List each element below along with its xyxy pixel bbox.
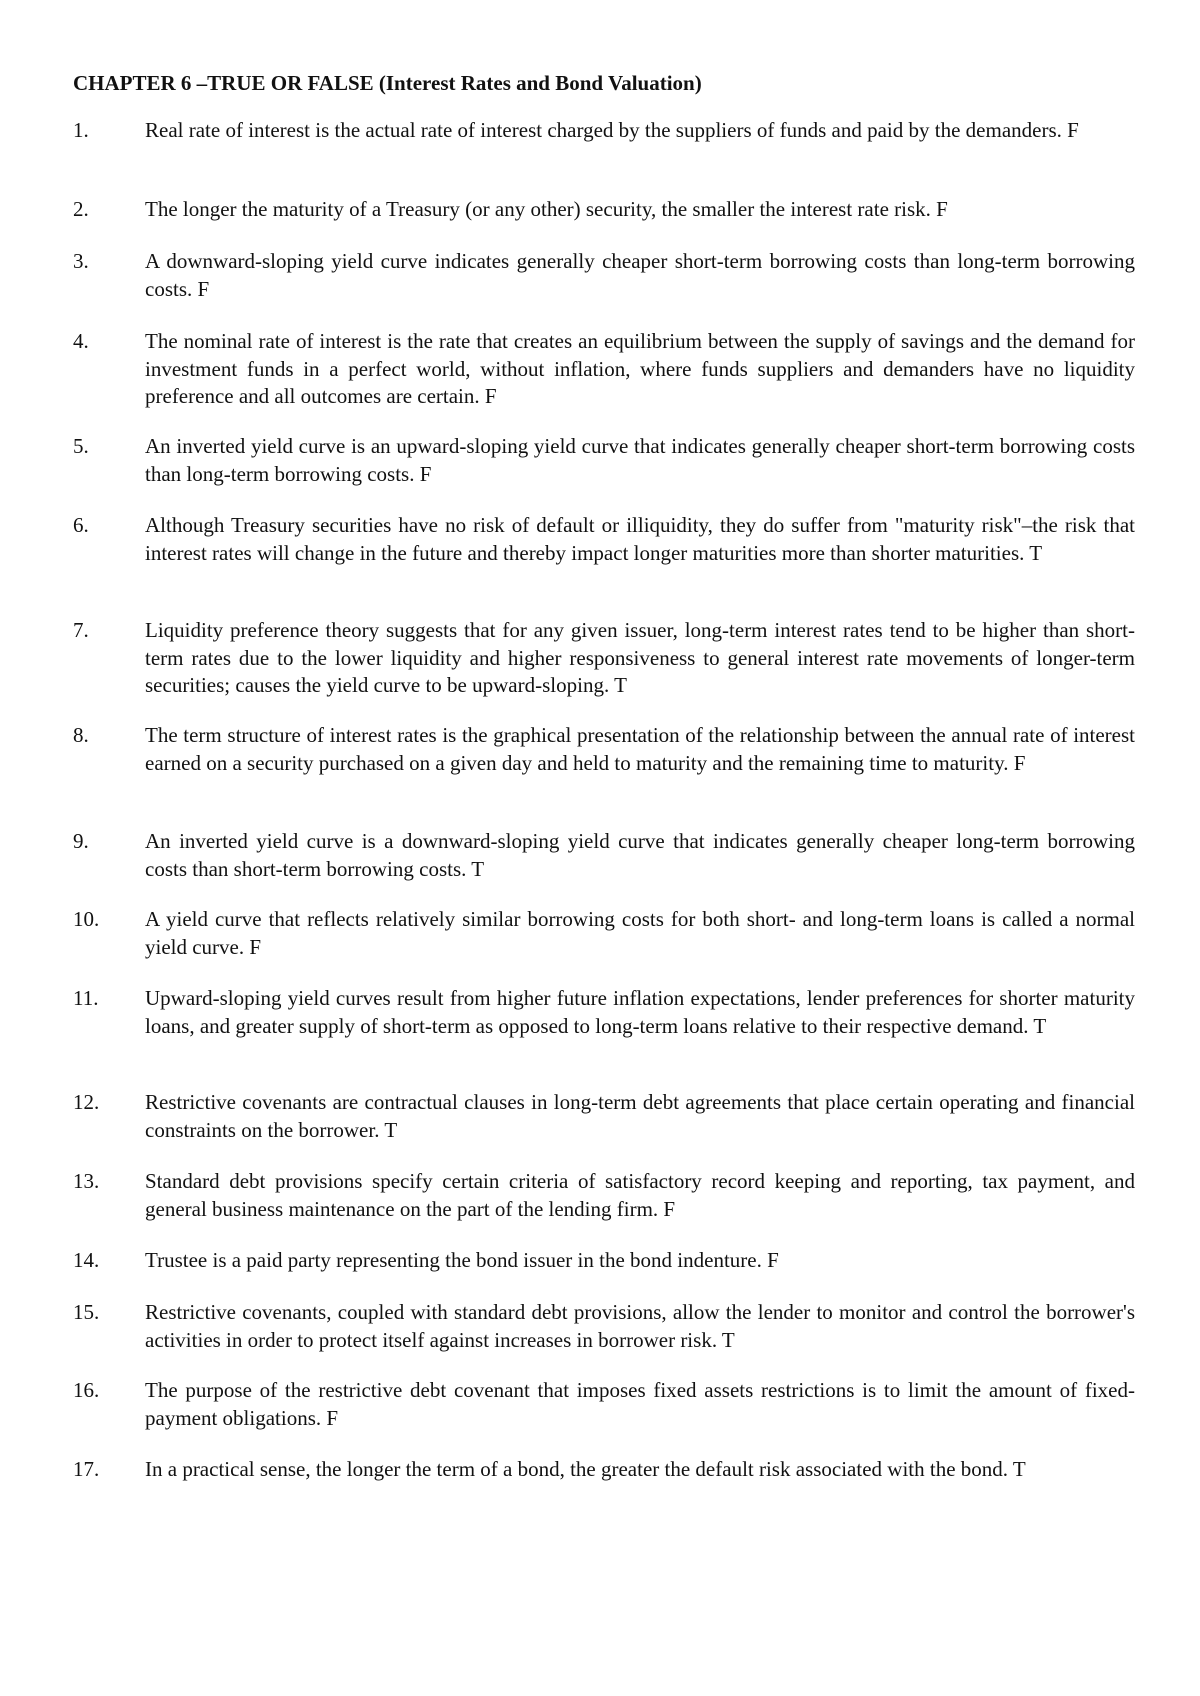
question-number: 2. xyxy=(73,197,89,221)
question-number: 6. xyxy=(73,513,89,537)
question-item xyxy=(73,1247,1135,1275)
question-number: 4. xyxy=(73,329,89,353)
question-item xyxy=(73,196,1135,224)
question-text: Standard debt provisions specify certain criteria of satisfactory record keeping and reporting, tax payment, and general business maintenance on the part of the lending firm. F xyxy=(145,1169,1135,1221)
question-number: 3. xyxy=(73,249,89,273)
question-item xyxy=(73,617,1135,700)
question-text: The nominal rate of interest is the rate that creates an equilibrium between the supply of savings and the demand for investment funds in a perfect world, without inflation, where funds suppliers and demanders have no liquidity preference and all outcomes are certain. F xyxy=(145,329,1135,408)
question-item xyxy=(73,248,1135,303)
question-number: 5. xyxy=(73,434,89,458)
question-text: An inverted yield curve is a downward-sloping yield curve that indicates generally cheaper long-term borrowing costs than short-term borrowing costs. T xyxy=(145,829,1135,881)
question-item xyxy=(73,433,1135,488)
question-text: Trustee is a paid party representing the bond issuer in the bond indenture. F xyxy=(145,1248,779,1272)
question-item xyxy=(73,985,1135,1040)
question-text: The term structure of interest rates is the graphical presentation of the relationship between the annual rate of interest earned on a security purchased on a given day and held to maturity and the remaining time to maturity. F xyxy=(145,723,1135,775)
page-title: CHAPTER 6 –TRUE OR FALSE (Interest Rates and Bond Valuation) xyxy=(73,71,702,95)
question-item xyxy=(73,828,1135,883)
question-text: Although Treasury securities have no risk of default or illiquidity, they do suffer from "maturity risk"–the risk that interest rates will change in the future and thereby impact longer maturities more than shorter maturities. T xyxy=(145,513,1135,565)
question-item xyxy=(73,1168,1135,1223)
question-number: 16. xyxy=(73,1378,100,1402)
question-text: Restrictive covenants, coupled with standard debt provisions, allow the lender to monitor and control the borrower's activities in order to protect itself against increases in borrower risk. T xyxy=(145,1300,1135,1352)
question-number: 13. xyxy=(73,1169,100,1193)
question-text: In a practical sense, the longer the term of a bond, the greater the default risk associated with the bond. T xyxy=(145,1457,1026,1481)
question-number: 15. xyxy=(73,1300,100,1324)
question-number: 1. xyxy=(73,118,89,142)
question-number: 17. xyxy=(73,1457,100,1481)
question-item xyxy=(73,328,1135,411)
question-number: 12. xyxy=(73,1090,100,1114)
question-text: A yield curve that reflects relatively similar borrowing costs for both short- and long-term loans is called a normal yield curve. F xyxy=(145,907,1135,959)
question-item xyxy=(73,1377,1135,1432)
question-number: 14. xyxy=(73,1248,100,1272)
question-text: A downward-sloping yield curve indicates generally cheaper short-term borrowing costs than long-term borrowing costs. F xyxy=(145,249,1135,301)
question-number: 8. xyxy=(73,723,89,747)
question-text: Restrictive covenants are contractual clauses in long-term debt agreements that place certain operating and financial constraints on the borrower. T xyxy=(145,1090,1135,1142)
question-text: The longer the maturity of a Treasury (or any other) security, the smaller the interest rate risk. F xyxy=(145,197,948,221)
question-text: Real rate of interest is the actual rate of interest charged by the suppliers of funds and paid by the demanders. F xyxy=(145,118,1079,142)
question-number: 9. xyxy=(73,829,89,853)
question-item xyxy=(73,906,1135,961)
question-item xyxy=(73,1089,1135,1144)
question-item xyxy=(73,1299,1135,1354)
question-item xyxy=(73,1456,1135,1484)
question-number: 10. xyxy=(73,907,100,931)
question-text: An inverted yield curve is an upward-sloping yield curve that indicates generally cheaper short-term borrowing costs than long-term borrowing costs. F xyxy=(145,434,1135,486)
question-item xyxy=(73,722,1135,777)
question-item xyxy=(73,117,1135,145)
question-item xyxy=(73,512,1135,567)
question-text: Upward-sloping yield curves result from higher future inflation expectations, lender preferences for shorter maturity loans, and greater supply of short-term as opposed to long-term loans relative to their respective demand. T xyxy=(145,986,1135,1038)
question-number: 11. xyxy=(73,986,99,1010)
question-number: 7. xyxy=(73,618,89,642)
question-text: Liquidity preference theory suggests that for any given issuer, long-term interest rates tend to be higher than short-term rates due to the lower liquidity and higher responsiveness to general interest rate movements of longer-term securities; causes the yield curve to be upward-sloping. T xyxy=(145,618,1135,697)
question-text: The purpose of the restrictive debt covenant that imposes fixed assets restrictions is to limit the amount of fixed-payment obligations. F xyxy=(145,1378,1135,1430)
